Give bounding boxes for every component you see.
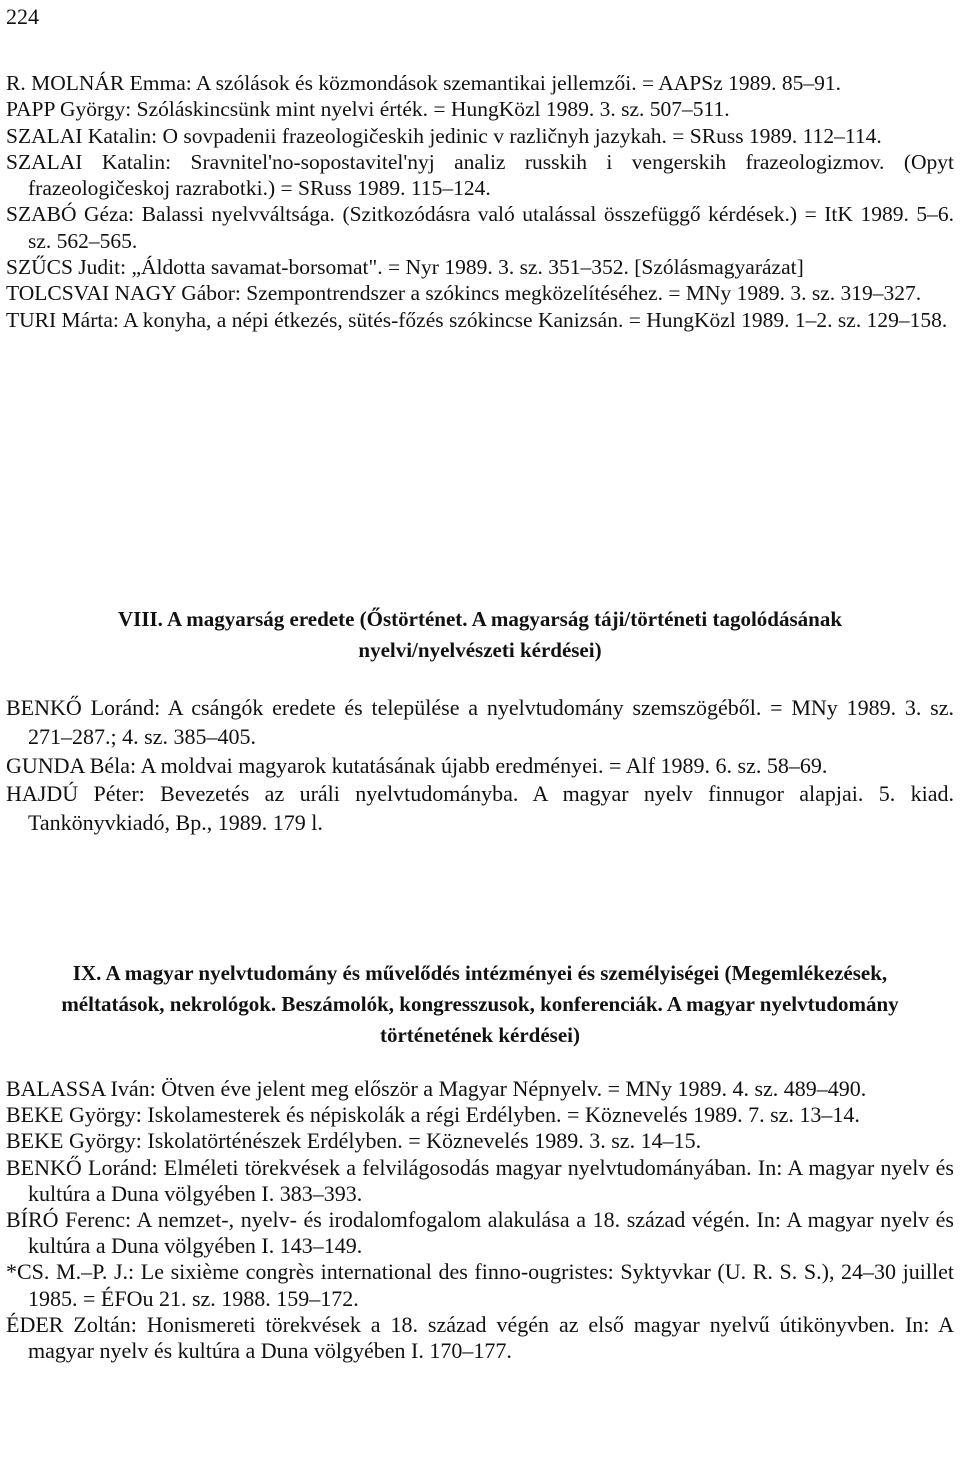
bibliography-entry: BENKŐ Loránd: A csángók eredete és települése a nyelvtudomány szemszögéből. = MNy 1989. 3. sz. 271–287.; 4. sz. 385–405.	[6, 695, 954, 749]
bibliography-entry: GUNDA Béla: A moldvai magyarok kutatásának újabb eredményei. = Alf 1989. 6. sz. 58–69.	[6, 752, 828, 778]
bibliography-entry: BENKŐ Loránd: Elméleti törekvések a felvilágosodás magyar nyelvtudományában. In: A magyar nyelv és kultúra a Duna völgyében I. 383–393.	[6, 1154, 954, 1206]
bibliography-list-section-9	[6, 1076, 954, 1364]
bibliography-list-section-7	[6, 70, 954, 333]
bibliography-list-section-8	[6, 694, 954, 838]
bibliography-entry: ÉDER Zoltán: Honismereti törekvések a 18. század végén az első magyar nyelvű útikönyvben. In: A magyar nyelv és kultúra a Duna völgyében I. 170–177.	[6, 1311, 954, 1364]
bibliography-entry: SZABÓ Géza: Balassi nyelvváltsága. (Szitkozódásra való utalással összefüggő kérdések.) = ItK 1989. 5–6. sz. 562–565.	[6, 202, 954, 253]
bibliography-entry: R. MOLNÁR Emma: A szólások és közmondások szemantikai jellemzői. = AAPSz 1989. 85–91.	[6, 71, 842, 95]
bibliography-entry: TOLCSVAI NAGY Gábor: Szempontrendszer a szókincs megközelítéséhez. = MNy 1989. 3. sz. 319–327.	[6, 281, 922, 306]
bibliography-entry: BEKE György: Iskolatörténészek Erdélyben. = Köznevelés 1989. 3. sz. 14–15.	[6, 1128, 702, 1154]
bibliography-entry: BEKE György: Iskolamesterek és népiskolák a régi Erdélyben. = Köznevelés 1989. 7. sz. 13–14.	[6, 1102, 860, 1128]
bibliography-entry: TURI Márta: A konyha, a népi étkezés, sütés-főzés szókincse Kanizsán. = HungKözl 1989. 1–2. sz. 129–158.	[6, 307, 948, 332]
section-heading-ix: IX. A magyar nyelvtudomány és művelődés intézményei és személyiségei (Megemlékezések, méltatások, nekrológok. Beszámolók, kongresszusok, konferenciák. A magyar nyelvtudomány történetének kérdései)	[61, 961, 899, 1047]
bibliography-entry: SZŰCS Judit: „Áldotta savamat-borsomat". = Nyr 1989. 3. sz. 351–352. [Szólásmagyarázat]	[6, 255, 804, 280]
bibliography-entry: HAJDÚ Péter: Bevezetés az uráli nyelvtudományba. A magyar nyelv finnugor alapjai. 5. kiad. Tankönyvkiadó, Bp., 1989. 179 l.	[6, 781, 954, 836]
bibliography-entry: SZALAI Katalin: Sravnitel'no-sopostavitel'nyj analiz russkih i vengerskih frazeologizmov. (Opyt frazeologičeskoj razrabotki.) = SRuss 1989. 115–124.	[6, 149, 954, 201]
bibliography-entry: BALASSA Iván: Ötven éve jelent meg először a Magyar Népnyelv. = MNy 1989. 4. sz. 489–490.	[6, 1076, 867, 1101]
bibliography-entry: PAPP György: Szóláskincsünk mint nyelvi érték. = HungKözl 1989. 3. sz. 507–511.	[6, 97, 730, 122]
page-number: 224	[6, 4, 39, 29]
bibliography-entry: BÍRÓ Ferenc: A nemzet-, nyelv- és irodalomfogalom alakulása a 18. század végén. In: A magyar nyelv és kultúra a Duna völgyében I. 143–149.	[6, 1207, 954, 1259]
bibliography-entry: *CS. M.–P. J.: Le sixième congrès international des finno-ougristes: Syktyvkar (U. R. S. S.), 24–30 juillet 1985. = ÉFOu 21. sz. 1988. 159–172.	[6, 1259, 954, 1311]
section-heading-viii: VIII. A magyarság eredete (Őstörténet. A magyarság táji/történeti tagolódásának nyelvi/nyelvészeti kérdései)	[117, 607, 843, 662]
bibliography-entry: SZALAI Katalin: O sovpadenii frazeologičeskih jedinic v različnyh jazykah. = SRuss 1989. 112–114.	[6, 123, 882, 148]
